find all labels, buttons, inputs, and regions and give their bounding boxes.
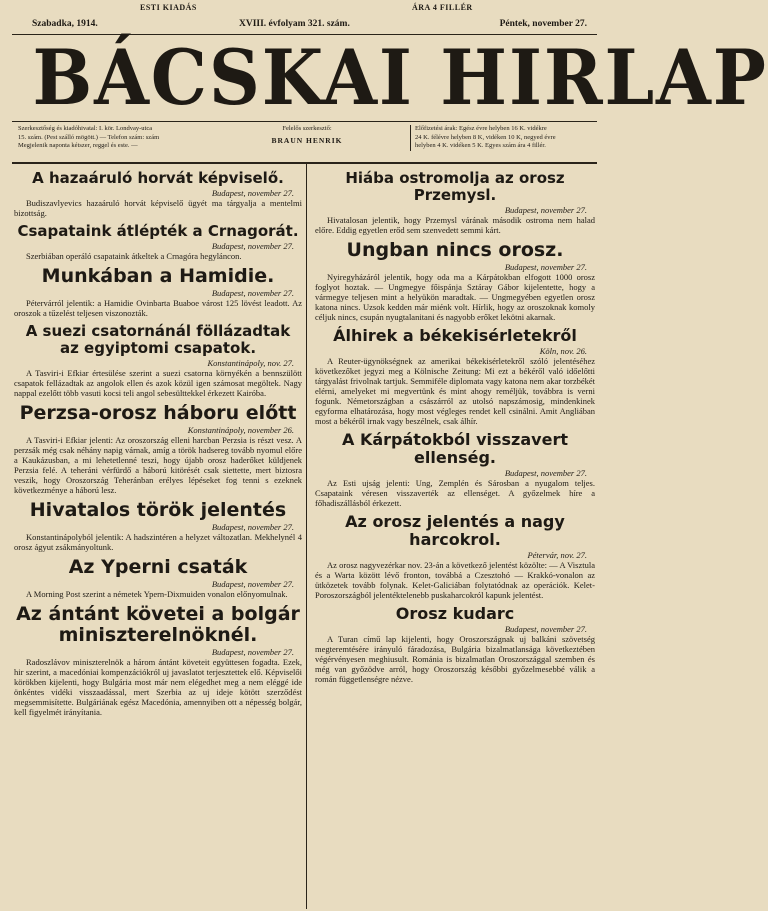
article-dateline: Konstantinápoly, november 26.	[187, 425, 294, 435]
article-headline: Hiába ostromolja az orosz Przemysl.	[345, 169, 565, 204]
article-body: Konstantinápolyból jelentik: A hadszintéren a helyzet változatlan. Mekhelynél 4 orosz ágyut zsákmányoltunk.	[14, 532, 302, 552]
column-divider	[306, 164, 307, 909]
article-headline: Az Yperni csaták	[68, 556, 248, 578]
article-dateline: Budapest, november 27.	[504, 262, 587, 272]
article	[315, 605, 595, 684]
issue-date: Péntek, november 27.	[499, 19, 587, 29]
article-dateline: Pétervár, nov. 27.	[527, 550, 587, 560]
article	[315, 513, 595, 600]
article	[14, 223, 302, 261]
editor-name: BRAUN HENRIK	[271, 135, 343, 145]
article	[14, 604, 302, 717]
article	[14, 323, 302, 398]
article-headline: A suezi csatornánál föllázadtak az egyiptomi csapatok.	[25, 322, 291, 357]
article-body: A Turan című lap kijelenti, hogy Oroszországnak uj balkáni szövetség megteremtésére irányuló fáradozása, Bulgária bizalmatlansága következtében végérvényesen meghiusult. Románia is bizalmatlan Oroszországgal szemben és még van győzödve arról, hogy Oroszország későbbi győzelmesebbé válik a román függetlenségre nézve.	[315, 634, 595, 684]
article-headline: A hazaáruló horvát képviselő.	[32, 169, 284, 187]
editor-label: Felelős szerkesztő:	[282, 125, 332, 132]
article-headline: Az orosz jelentés a nagy harcokrol.	[345, 512, 565, 549]
article-body: A Morning Post szerint a németek Ypern-Dixmuiden vonalon előnyomulnak.	[26, 589, 288, 599]
article	[14, 500, 302, 552]
article-body: Pétervárról jelentik: a Hamidie Ovinbarta Buaboe várost 125 lövést leadott. Az oroszok a tűzelést teljesen viszonozták.	[14, 298, 302, 318]
article	[14, 266, 302, 318]
volume-number: XVIII. évfolyam 321. szám.	[239, 19, 350, 29]
article-body: A Tasviri-i Efkiar jelenti: Az oroszország elleni harcban Perzsia is részt vesz. A perzsák még csak néhány napig várnak, amíg a török hadsereg tovább nyomul előre a Kaukázusban, a mi lehetetlenné teszi, hogy újabb orosz haderőket küldjenek Perzsia felé. A teheráni vérfürdő a háború kitörését csak siettette, mert biztosra veszik, hogy Oroszország Teheránban erélyes lépéseket fog tenni s ezeknek következménye a háború lesz.	[14, 435, 302, 495]
subscription-info	[410, 125, 605, 151]
article-dateline: Budapest, november 27.	[211, 188, 294, 198]
article-dateline: Budapest, november 27.	[211, 241, 294, 251]
article-headline: Orosz kudarc	[395, 604, 515, 623]
left-column	[14, 168, 302, 722]
editor-info	[242, 125, 372, 145]
article-dateline: Konstantinápoly, nov. 27.	[207, 358, 294, 368]
article-dateline: Budapest, november 27.	[504, 468, 587, 478]
article	[14, 403, 302, 495]
publisher-line: 15. szám. (Pest szálló mögött.) — Telefon szám: szám	[18, 133, 160, 141]
article-headline: Álhirek a békekisérletekről	[333, 326, 577, 345]
article-headline: Az ántánt követei a bolgár miniszterelnöknél.	[16, 603, 300, 646]
article-headline: Hivatalos török jelentés	[29, 499, 287, 521]
article	[14, 170, 302, 218]
subscription-line: Előfizetési árak: Egész évre helyben 16 K. vidékre	[415, 125, 547, 132]
article-dateline: Budapest, november 27.	[504, 624, 587, 634]
price-label: ÁRA 4 FILLÉR	[412, 3, 473, 12]
issue-dateline	[12, 14, 597, 35]
article-headline: Ungban nincs orosz.	[346, 239, 564, 261]
article	[315, 240, 595, 322]
article-dateline: Budapest, november 27.	[504, 205, 587, 215]
article	[315, 327, 595, 426]
subscription-line: helyben 4 K. vidéken 5 K. Egyes szám ára 4 fillér.	[415, 142, 546, 149]
article-headline: Munkában a Hamidie.	[41, 265, 275, 287]
publisher-line: Szerkesztőség és kiadóhivatal: I. kör. Londvay-utca	[18, 125, 153, 132]
article-body: Az Esti ujság jelenti: Ung, Zemplén és Sárosban a nyugalom teljes. Csapataink véresen visszaverték az ellenséget. A győzelmek híre a főhadiszállásból érkezett.	[315, 478, 595, 508]
article-dateline: Budapest, november 27.	[211, 579, 294, 589]
publisher-line: Megjelenik naponta kétszer, reggel és este. —	[18, 142, 138, 149]
article-body: Hivatalosan jelentik, hogy Przemysl várának második ostroma nem halad előre. Eddig egyetlen erőd sem szenvedett semmi kárt.	[315, 215, 595, 235]
top-line	[12, 0, 597, 14]
article-dateline: Budapest, november 27.	[211, 288, 294, 298]
subscription-line: 24 K. félévre helyben 8 K, vidéken 10 K, negyed évre	[415, 133, 556, 141]
publisher-info	[18, 125, 218, 151]
right-column	[315, 168, 595, 689]
article-headline: Perzsa-orosz háboru előtt	[19, 402, 297, 424]
article	[315, 170, 595, 235]
article-headline: A Kárpátokból visszavert ellenség.	[342, 430, 568, 467]
article-body: Budiszavlyevics hazaáruló horvát képviselő ügyét ma tárgyalja a mentelmi bizottság.	[14, 198, 302, 218]
article-body: Szerbiában operáló csapataink átkeltek a Crnagóra hegyláncon.	[26, 251, 242, 261]
masthead-title: BÁCSKAI HIRLAP	[32, 33, 768, 122]
edition-label: ESTI KIADÁS	[140, 3, 197, 12]
article-dateline: Budapest, november 27.	[211, 522, 294, 532]
place-year: Szabadka, 1914.	[32, 19, 98, 29]
article-dateline: Köln, nov. 26.	[539, 346, 587, 356]
article-body: Nyiregyházáról jelentik, hogy oda ma a Kárpátokban elfogott 1000 orosz foglyot hoztak. — Ungmegye főispánja Sztáray Gábor kijelentette, hogy a vármegye teljesen mint a helyükön maradtak. — Ungmegyében egyetlen orosz katona nincs. Uzsok kedden már miénk volt. Hírlik, hogy az oroszoknak komoly céljuk nincs, csupán nyugtalanitani és nagyobb erőket lekötni akarnak.	[315, 272, 595, 322]
article-columns	[12, 164, 597, 909]
article	[315, 431, 595, 508]
article-dateline: Budapest, november 27.	[211, 647, 294, 657]
info-bar	[12, 121, 597, 164]
article	[14, 557, 302, 599]
article-body: A Tasviri-i Efkiar értesülése szerint a suezi csatorna környékén a bennszülött csapatok fellázadtak az angolok ellen és azok közül igen számosat megöltek. Nagy nappal ezelőtt több vasuti kocsi teli angol sebesülttekkel érkezett Kairóba.	[14, 368, 302, 398]
article-body: Az orosz nagyvezérkar nov. 23-án a következő jelentést közölte: — A Visztula és a Warta között lévő fronton, továbbá a Czesztohó — Krakkó-vonalon az ütközetek tovább folynak. Kelet-Galiciában folytatódnak az operációk. Kelet-Poroszországból jelentéktelenebb puskaharcokról kapunk jelentést.	[315, 560, 595, 600]
article-body: A Reuter-ügynökségnek az amerikai békekisérletekről szóló jelentéséhez következőket jegyzi meg a Kölnische Zeitung: Mi ezt a békéről való időelőtti tárgyalást frivolnak tartjuk. Semmiféle diplomata vagy katona nem akar torzbékét elérni, amelyeket mi megvertünk és mint ahogy reméljük, továbbra is verni fogunk. Németországban a császárról az utolsó napszámosig, mindenkinek egyforma elhatározása, hogy most végleges rendet kell csinálni. Amit Angliában most a békéről irnak vagy beszélnek, csak álhír.	[315, 356, 595, 426]
article-body: Radoszlávov miniszterelnök a három ántánt követeit együttesen fogadta. Ezek, hir szerint, a macedóniai kompenzációkról uj javaslatot terjesztettek elő. Képviselői körökben kijelenti, hogy Bulgária most már nem elégedhet meg a nem eléggé ide önkéntes vidéki visszaadással, mert Szerbia az uj ideje kötött szerződést megsemmisítette. Bulgáriának egész Macedónia, amennyiben ott a népesség bolgár, kell figyelmét irányítania.	[14, 657, 302, 717]
article-headline: Csapataink átlépték a Crnagorát.	[17, 222, 299, 240]
